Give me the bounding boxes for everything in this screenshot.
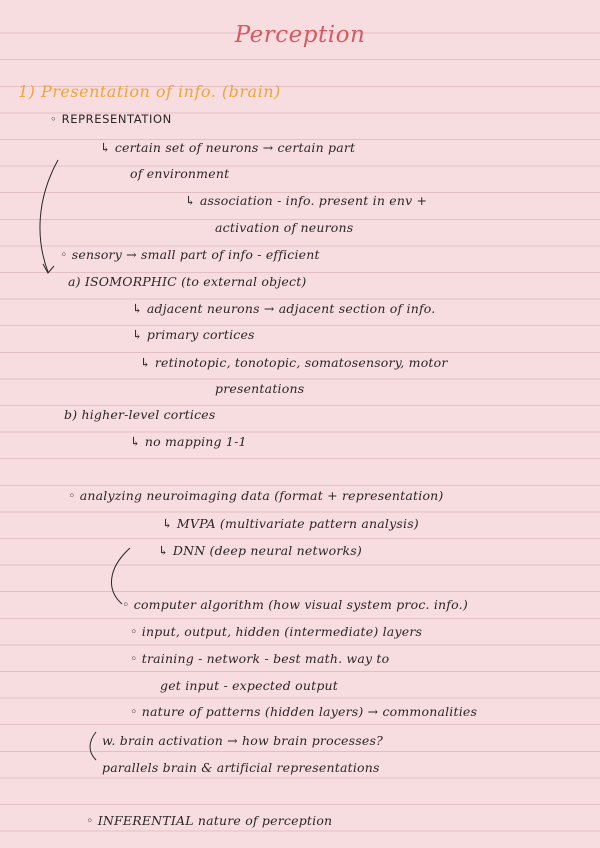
note-line: ◦ REPRESENTATION bbox=[50, 112, 172, 126]
note-line: a) ISOMORPHIC (to external object) bbox=[68, 274, 307, 289]
note-line: presentations bbox=[215, 381, 305, 396]
note-line: ◦ training - network - best math. way to bbox=[130, 651, 390, 666]
note-line: get input - expected output bbox=[160, 678, 339, 693]
section-heading: 1) Presentation of info. (brain) bbox=[18, 82, 281, 101]
note-line: ◦ input, output, hidden (intermediate) layers bbox=[130, 624, 423, 639]
note-line: ◦ nature of patterns (hidden layers) → commonalities bbox=[130, 704, 478, 719]
note-line: activation of neurons bbox=[215, 220, 354, 235]
note-line: ↳ association - info. present in env + bbox=[185, 193, 428, 208]
note-line: ↳ MVPA (multivariate pattern analysis) bbox=[162, 516, 419, 531]
note-line: ◦ computer algorithm (how visual system proc. info.) bbox=[122, 597, 468, 612]
note-line: ↳ certain set of neurons → certain part bbox=[100, 140, 356, 155]
note-line: w. brain activation → how brain processes? bbox=[102, 733, 383, 748]
note-line: ↳ adjacent neurons → adjacent section of info. bbox=[132, 301, 436, 316]
note-line: ◦ INFERENTIAL nature of perception bbox=[86, 813, 333, 828]
note-line: ◦ sensory → small part of info - efficient bbox=[60, 247, 320, 262]
note-line: b) higher-level cortices bbox=[64, 407, 216, 422]
note-line: ↳ retinotopic, tonotopic, somatosensory, motor bbox=[140, 355, 448, 370]
note-line: of environment bbox=[130, 166, 230, 181]
note-line: ↳ no mapping 1-1 bbox=[130, 434, 247, 449]
note-line: ◦ analyzing neuroimaging data (format + representation) bbox=[68, 488, 444, 503]
note-line: ↳ primary cortices bbox=[132, 327, 255, 342]
page-title: Perception bbox=[234, 22, 366, 48]
note-line: parallels brain & artificial representations bbox=[102, 760, 380, 775]
note-line: ↳ DNN (deep neural networks) bbox=[158, 543, 363, 558]
